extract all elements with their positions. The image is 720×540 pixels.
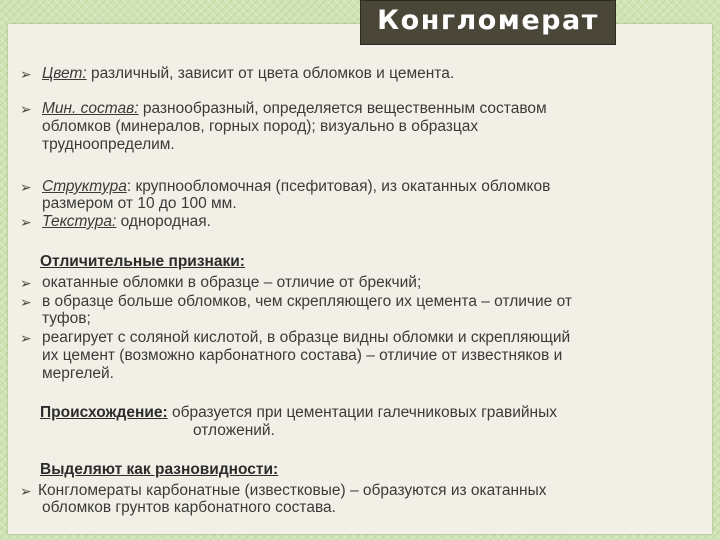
- structure-line1: : крупнообломочная (псефитовая), из окатанных обломков: [126, 178, 551, 195]
- arrow-bullet-icon: ➢: [20, 330, 32, 346]
- arrow-bullet-icon: ➢: [20, 66, 32, 82]
- distinctive-item-3-line1: реагирует с соляной кислотой, в образце видны обломки и скрепляющий: [42, 329, 571, 346]
- structure-label: Структура: [42, 178, 127, 195]
- texture-label: Текстура:: [42, 213, 117, 230]
- arrow-bullet-icon: ➢: [20, 294, 32, 310]
- item-texture: [0, 214, 720, 238]
- min-composition-line2: обломков (минералов, горных пород); визуально в образцах: [42, 118, 479, 135]
- slide-title: Конгломерат: [377, 5, 599, 36]
- distinctive-item-3-line3: мергелей.: [42, 365, 114, 382]
- varieties-heading: Выделяют как разновидности:: [40, 461, 279, 478]
- color-text: различный, зависит от цвета обломков и цемента.: [86, 65, 455, 82]
- arrow-bullet-icon: ➢: [20, 101, 32, 117]
- origin-line1: образуется при цементации галечниковых гравийных: [167, 404, 557, 421]
- distinctive-item-2-line1: в образце больше обломков, чем скрепляющего их цемента – отличие от: [42, 293, 572, 310]
- min-composition-line3: трудноопределим.: [42, 136, 175, 153]
- varieties-line1: Конгломераты карбонатные (известковые) – образуются из окатанных: [38, 482, 547, 499]
- arrow-bullet-icon: ➢: [20, 483, 32, 499]
- texture-text: однородная.: [116, 213, 211, 230]
- color-label: Цвет:: [42, 65, 87, 82]
- arrow-bullet-icon: ➢: [20, 179, 32, 195]
- min-composition-line1: разнообразный, определяется вещественным составом: [138, 100, 547, 117]
- distinctive-heading: Отличительные признаки:: [40, 253, 245, 270]
- min-composition-label: Мин. состав:: [42, 100, 139, 117]
- arrow-bullet-icon: ➢: [20, 214, 32, 230]
- title-box: [360, 0, 616, 45]
- distinctive-item-2-line2: туфов;: [42, 310, 91, 327]
- structure-line2: размером от 10 до 100 мм.: [42, 195, 237, 212]
- varieties-line2: обломков грунтов карбонатного состава.: [42, 499, 336, 516]
- distinctive-item-1-line1: окатанные обломки в образце – отличие от брекчий;: [42, 274, 422, 291]
- origin-line2: отложений.: [193, 422, 275, 439]
- item-color: [0, 66, 720, 90]
- arrow-bullet-icon: ➢: [20, 275, 32, 291]
- origin-heading: Происхождение:: [40, 404, 168, 421]
- distinctive-item-3-line2: их цемент (возможно карбонатного состава) – отличие от известняков и: [42, 347, 563, 364]
